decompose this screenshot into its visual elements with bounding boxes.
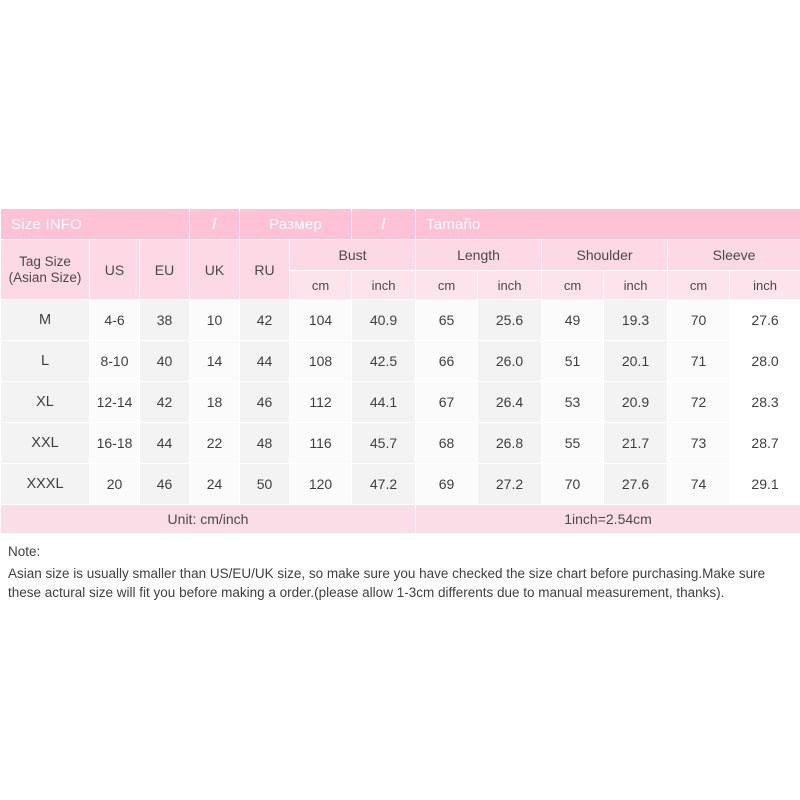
cell-length-inch: 27.2	[478, 464, 542, 505]
cell-tag-size: XXL	[1, 423, 90, 464]
header-shoulder-inch: inch	[604, 271, 668, 300]
title-separator-1: /	[190, 209, 240, 240]
cell-shoulder-cm: 53	[542, 382, 604, 423]
cell-sleeve-inch: 28.3	[730, 382, 800, 423]
title-separator-2: /	[352, 209, 416, 240]
header-uk: UK	[190, 240, 240, 300]
table-header-row-1	[1, 240, 800, 271]
header-shoulder: Shoulder	[542, 240, 668, 271]
cell-us: 4-6	[90, 300, 140, 341]
title-size-info: Size INFO	[1, 209, 190, 240]
title-razmer: Размер	[240, 209, 352, 240]
cell-sleeve-cm: 71	[668, 341, 730, 382]
cell-ru: 48	[240, 423, 290, 464]
cell-eu: 44	[140, 423, 190, 464]
cell-tag-size: XL	[1, 382, 90, 423]
cell-shoulder-cm: 51	[542, 341, 604, 382]
header-ru: RU	[240, 240, 290, 300]
header-bust-inch: inch	[352, 271, 416, 300]
table-row	[1, 464, 800, 505]
cell-ru: 50	[240, 464, 290, 505]
cell-us: 12-14	[90, 382, 140, 423]
cell-uk: 24	[190, 464, 240, 505]
header-length: Length	[416, 240, 542, 271]
cell-eu: 40	[140, 341, 190, 382]
cell-shoulder-inch: 20.9	[604, 382, 668, 423]
cell-sleeve-inch: 29.1	[730, 464, 800, 505]
cell-length-cm: 65	[416, 300, 478, 341]
header-sleeve-inch: inch	[730, 271, 800, 300]
cell-sleeve-cm: 72	[668, 382, 730, 423]
cell-shoulder-inch: 19.3	[604, 300, 668, 341]
cell-bust-inch: 44.1	[352, 382, 416, 423]
cell-tag-size: M	[1, 300, 90, 341]
header-us: US	[90, 240, 140, 300]
cell-bust-inch: 47.2	[352, 464, 416, 505]
cell-sleeve-inch: 28.0	[730, 341, 800, 382]
cell-length-cm: 69	[416, 464, 478, 505]
header-bust-cm: cm	[290, 271, 352, 300]
size-chart	[0, 208, 800, 613]
cell-shoulder-inch: 20.1	[604, 341, 668, 382]
cell-bust-cm: 108	[290, 341, 352, 382]
header-length-inch: inch	[478, 271, 542, 300]
cell-eu: 46	[140, 464, 190, 505]
header-shoulder-cm: cm	[542, 271, 604, 300]
cell-eu: 38	[140, 300, 190, 341]
cell-bust-cm: 116	[290, 423, 352, 464]
cell-bust-cm: 104	[290, 300, 352, 341]
cell-uk: 10	[190, 300, 240, 341]
cell-tag-size: XXXL	[1, 464, 90, 505]
header-sleeve-cm: cm	[668, 271, 730, 300]
cell-sleeve-inch: 27.6	[730, 300, 800, 341]
cell-us: 16-18	[90, 423, 140, 464]
size-info-table	[0, 208, 800, 534]
cell-length-inch: 26.4	[478, 382, 542, 423]
header-eu: EU	[140, 240, 190, 300]
header-tag-size-line1: Tag Size	[19, 253, 71, 269]
cell-ru: 46	[240, 382, 290, 423]
cell-uk: 18	[190, 382, 240, 423]
cell-length-cm: 66	[416, 341, 478, 382]
header-tag-size-line2: (Asian Size)	[8, 269, 82, 285]
cell-bust-inch: 40.9	[352, 300, 416, 341]
cell-us: 20	[90, 464, 140, 505]
title-tamano: Tamaño	[416, 209, 800, 240]
header-bust: Bust	[290, 240, 416, 271]
cell-bust-cm: 120	[290, 464, 352, 505]
cell-shoulder-cm: 49	[542, 300, 604, 341]
cell-eu: 42	[140, 382, 190, 423]
cell-sleeve-cm: 74	[668, 464, 730, 505]
table-footer-row	[1, 505, 800, 534]
note-body: Asian size is usually smaller than US/EU/UK size, so make sure you have checked the size chart before purchasing.Make sure these actural size will fit you before making a order.(please allow 1-3cm differents due to manual measurement, thanks).	[8, 565, 766, 601]
footer-conversion: 1inch=2.54cm	[416, 505, 800, 534]
header-length-cm: cm	[416, 271, 478, 300]
cell-length-inch: 26.8	[478, 423, 542, 464]
table-title-row	[1, 209, 800, 240]
table-row	[1, 300, 800, 341]
cell-sleeve-cm: 70	[668, 300, 730, 341]
cell-sleeve-cm: 73	[668, 423, 730, 464]
note-block	[0, 534, 800, 613]
cell-shoulder-inch: 21.7	[604, 423, 668, 464]
cell-bust-inch: 42.5	[352, 341, 416, 382]
header-sleeve: Sleeve	[668, 240, 800, 271]
cell-ru: 44	[240, 341, 290, 382]
cell-shoulder-cm: 70	[542, 464, 604, 505]
cell-bust-cm: 112	[290, 382, 352, 423]
table-row	[1, 341, 800, 382]
note-heading: Note:	[8, 544, 41, 559]
cell-ru: 42	[240, 300, 290, 341]
footer-unit-label: Unit: cm/inch	[1, 505, 416, 534]
cell-length-cm: 68	[416, 423, 478, 464]
cell-shoulder-cm: 55	[542, 423, 604, 464]
cell-uk: 14	[190, 341, 240, 382]
cell-tag-size: L	[1, 341, 90, 382]
cell-bust-inch: 45.7	[352, 423, 416, 464]
cell-uk: 22	[190, 423, 240, 464]
cell-length-inch: 26.0	[478, 341, 542, 382]
cell-sleeve-inch: 28.7	[730, 423, 800, 464]
cell-us: 8-10	[90, 341, 140, 382]
cell-shoulder-inch: 27.6	[604, 464, 668, 505]
table-row	[1, 382, 800, 423]
cell-length-inch: 25.6	[478, 300, 542, 341]
cell-length-cm: 67	[416, 382, 478, 423]
header-tag-size	[1, 240, 90, 300]
table-row	[1, 423, 800, 464]
